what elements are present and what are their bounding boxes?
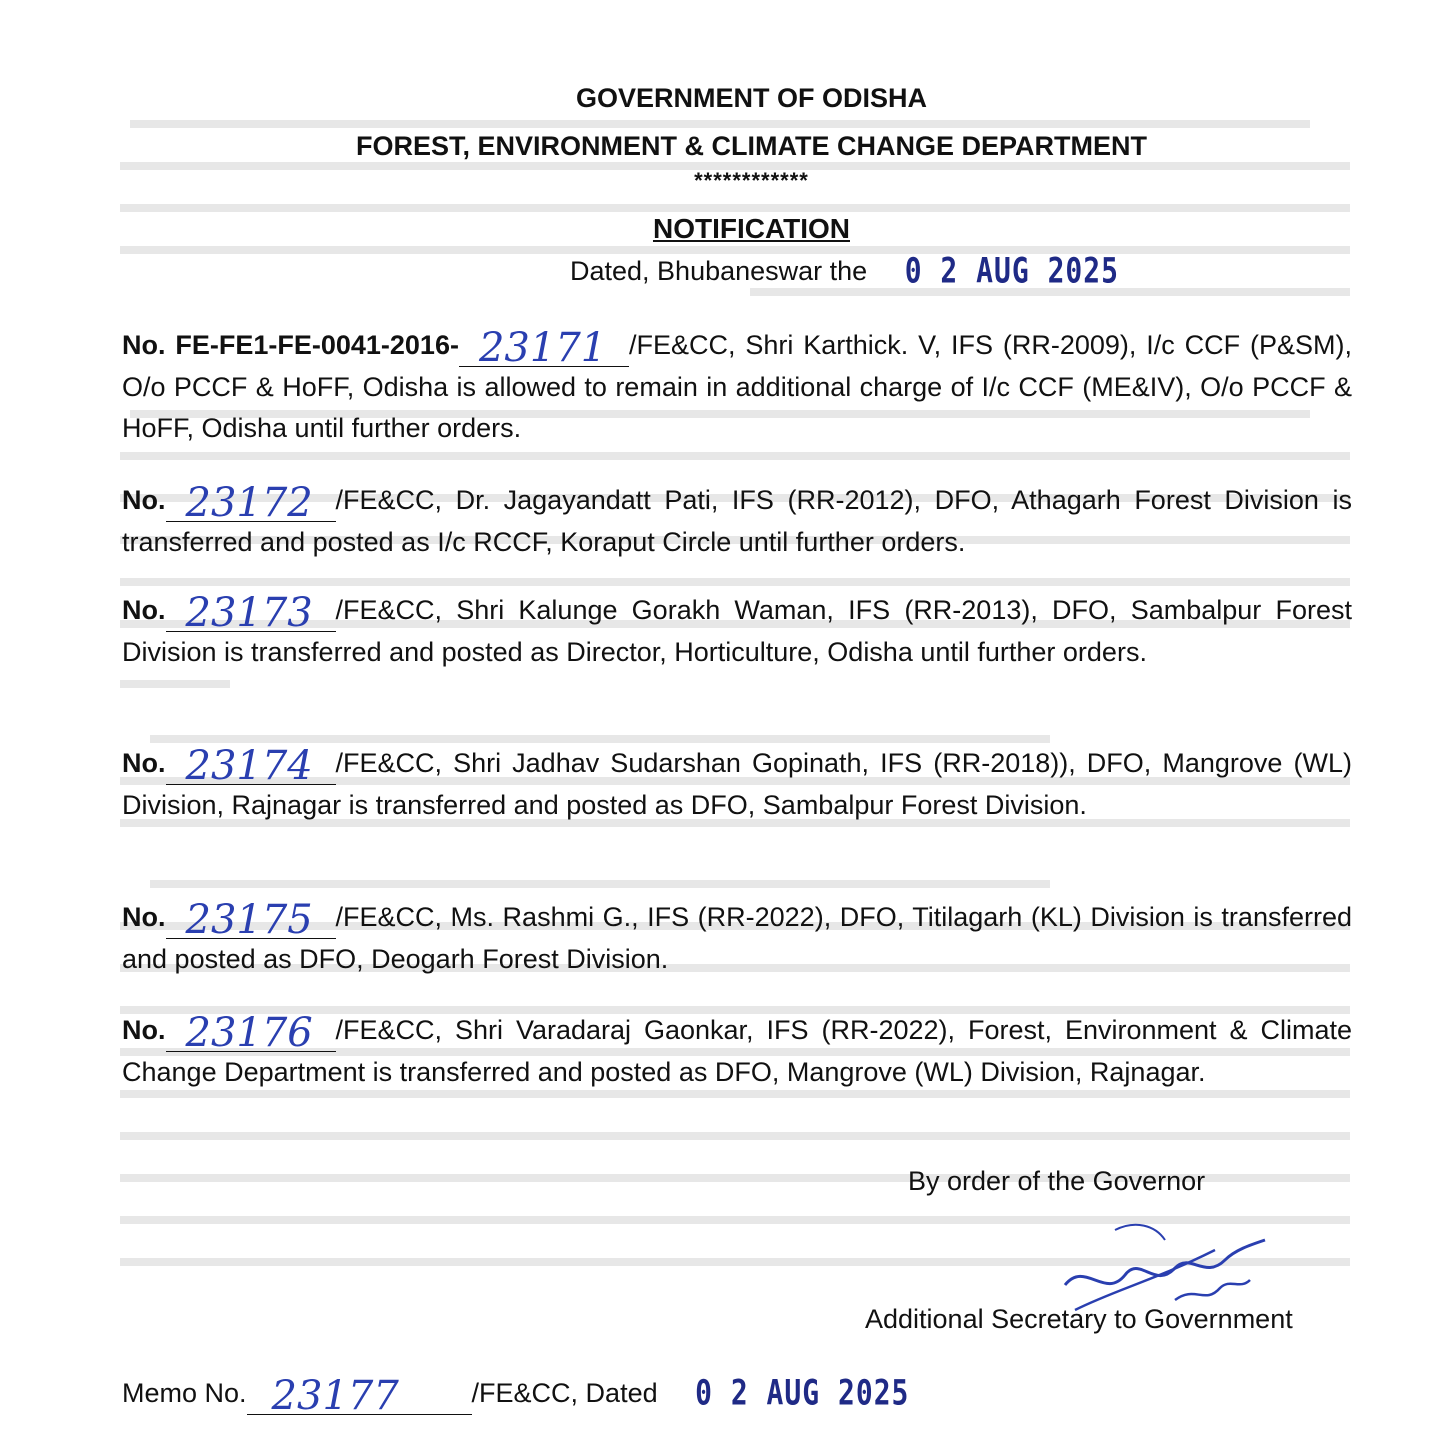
handwritten-order-number: 23174: [185, 743, 313, 789]
order-prefix: No.: [122, 595, 166, 625]
order-number-blank: [166, 743, 336, 789]
government-heading: GOVERNMENT OF ODISHA: [575, 83, 927, 113]
order-text: /FE&CC, Ms. Rashmi G., IFS (RR-2022), DFO, Titilagarh (KL) Division is transferred and posted as DFO, Deogarh Forest Division.: [122, 902, 1352, 974]
signatory-line: Additional Secretary to Government: [865, 1304, 1293, 1334]
order-number-blank: [459, 325, 629, 371]
dated-label: Dated, Bhubaneswar the: [570, 256, 868, 286]
order-prefix: No.: [122, 485, 166, 515]
order-text: /FE&CC, Shri Varadaraj Gaonkar, IFS (RR-2022), Forest, Environment & Climate Change Department is transferred and posted as DFO, Mangrove (WL) Division, Rajnagar.: [122, 1015, 1352, 1087]
memo-prefix: Memo No.: [122, 1378, 247, 1408]
by-order-line: By order of the Governor: [908, 1166, 1206, 1196]
order-text: /FE&CC, Dr. Jagayandatt Pati, IFS (RR-2012), DFO, Athagarh Forest Division is transferred and posted as I/c RCCF, Koraput Circle until further orders.: [122, 485, 1352, 557]
order-text: /FE&CC, Shri Kalunge Gorakh Waman, IFS (RR-2013), DFO, Sambalpur Forest Division is transferred and posted as Director, Horticulture, Odisha until further orders.: [122, 595, 1352, 667]
memo-suffix: /FE&CC, Dated: [471, 1378, 658, 1408]
handwritten-memo-number: 23177: [271, 1373, 399, 1419]
notification-title: NOTIFICATION: [652, 213, 850, 244]
order-text: /FE&CC, Shri Karthick. V, IFS (RR-2009), I/c CCF (P&SM), O/o PCCF & HoFF, Odisha is allowed to remain in additional charge of I/c CCF (ME&IV), O/o PCCF & HoFF, Odisha until further orders.: [122, 330, 1352, 443]
order-text: /FE&CC, Shri Jadhav Sudarshan Gopinath, IFS (RR-2018)), DFO, Mangrove (WL) Division, Rajnagar is transferred and posted as DFO, Sambalpur Forest Division.: [122, 748, 1352, 820]
order-paragraph: [122, 480, 1352, 563]
order-prefix: No.: [122, 1015, 166, 1045]
dated-line: [570, 249, 1120, 292]
order-number-blank: [166, 897, 336, 943]
handwritten-order-number: 23176: [185, 1010, 313, 1056]
order-paragraph: [122, 1010, 1352, 1093]
handwritten-order-number: 23173: [185, 590, 313, 636]
order-prefix: No.: [122, 748, 166, 778]
department-heading: FOREST, ENVIRONMENT & CLIMATE CHANGE DEPARTMENT: [355, 131, 1147, 161]
order-prefix: No.: [122, 902, 166, 932]
handwritten-order-number: 23175: [185, 897, 313, 943]
order-prefix: No. FE-FE1-FE-0041-2016-: [122, 330, 459, 360]
order-number-blank: [166, 480, 336, 526]
separator-stars: ************: [694, 168, 809, 193]
order-number-blank: [166, 590, 336, 636]
memo-date-stamp: 0 2 AUG 2025: [695, 1371, 910, 1414]
order-paragraph: [122, 590, 1352, 673]
order-paragraph: [122, 743, 1352, 826]
order-number-blank: [166, 1010, 336, 1056]
order-paragraph: [122, 897, 1352, 980]
order-paragraph: [122, 325, 1352, 449]
memo-line: [122, 1371, 910, 1419]
memo-number-blank: [247, 1373, 472, 1419]
date-stamp: 0 2 AUG 2025: [904, 249, 1120, 292]
handwritten-order-number: 23171: [478, 325, 607, 371]
handwritten-order-number: 23172: [185, 480, 313, 526]
